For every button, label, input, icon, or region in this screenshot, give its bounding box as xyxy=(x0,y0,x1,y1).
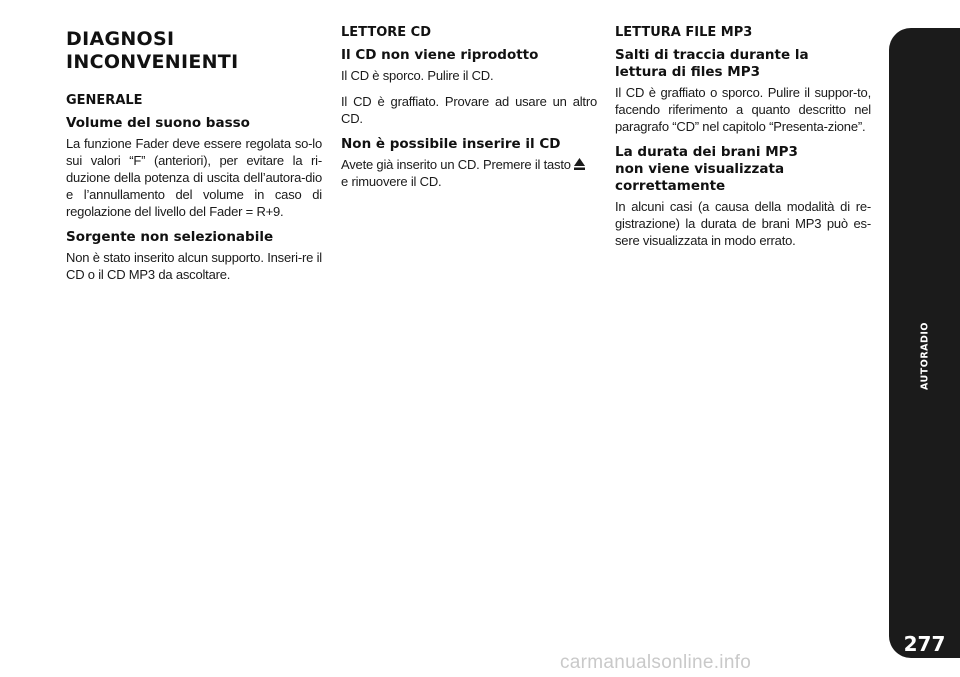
text-salti-traccia: Il CD è graffiato o sporco. Pulire il suppor-to, facendo riferimento a quanto descritto nel paragrafo “CD” nel capitolo “Presenta-zione”. xyxy=(615,85,871,134)
watermark: carmanualsonline.info xyxy=(560,652,752,673)
text-cd-gia-inserito-b: e rimuovere il CD. xyxy=(341,174,442,189)
subtitle-volume-basso: Volume del suono basso xyxy=(66,115,250,131)
section-title-lettura-mp3: LETTURA FILE MP3 xyxy=(615,25,753,40)
subtitle-cd-non-riprodotto: Il CD non viene riprodotto xyxy=(341,47,539,63)
subtitle-salti-traccia-line1: Salti di traccia durante la xyxy=(615,47,809,63)
text-sorgente: Non è stato inserito alcun supporto. Inseri-re il CD o il CD MP3 da ascoltare. xyxy=(66,250,322,282)
subtitle-durata-brani xyxy=(615,144,871,195)
page-title-line1: DIAGNOSI xyxy=(66,28,175,50)
subtitle-cd-non-inseribile: Non è possibile inserire il CD xyxy=(341,136,561,152)
page-title-line2: INCONVENIENTI xyxy=(66,51,239,73)
text-cd-gia-inserito-a: Avete già inserito un CD. Premere il tasto xyxy=(341,157,571,172)
subtitle-salti-traccia-line2: lettura di files MP3 xyxy=(615,64,761,80)
column-lettore-cd xyxy=(341,24,597,199)
subtitle-durata-brani-line2: non viene visualizzata xyxy=(615,161,785,177)
page-title xyxy=(66,28,322,74)
section-title-generale: GENERALE xyxy=(66,93,143,108)
chapter-label: AUTORADIO xyxy=(919,322,930,390)
page-number: 277 xyxy=(903,632,946,656)
text-volume-basso: La funzione Fader deve essere regolata so-lo sui valori “F” (anteriori), per evitare la ri-duzione della potenza di uscita dell’autora-dio e l’annullamento del volume in caso di regolazione del livello del Fader = R+9. xyxy=(66,136,322,219)
text-cd-graffiato: Il CD è graffiato. Provare ad usare un altro CD. xyxy=(341,94,597,126)
chapter-side-tab xyxy=(889,28,960,658)
text-durata-brani: In alcuni casi (a causa della modalità di re-gistrazione) la durata de brani MP3 può es-sere visualizzata in modo errato. xyxy=(615,199,871,248)
column-general xyxy=(66,24,322,292)
text-cd-gia-inserito xyxy=(341,156,597,190)
subtitle-sorgente: Sorgente non selezionabile xyxy=(66,229,274,245)
section-title-lettore-cd: LETTORE CD xyxy=(341,25,431,40)
subtitle-durata-brani-line3: correttamente xyxy=(615,178,726,194)
eject-icon xyxy=(574,158,585,170)
subtitle-durata-brani-line1: La durata dei brani MP3 xyxy=(615,144,798,160)
text-cd-sporco: Il CD è sporco. Pulire il CD. xyxy=(341,68,494,83)
subtitle-salti-traccia xyxy=(615,47,871,81)
column-lettura-mp3 xyxy=(615,24,871,258)
